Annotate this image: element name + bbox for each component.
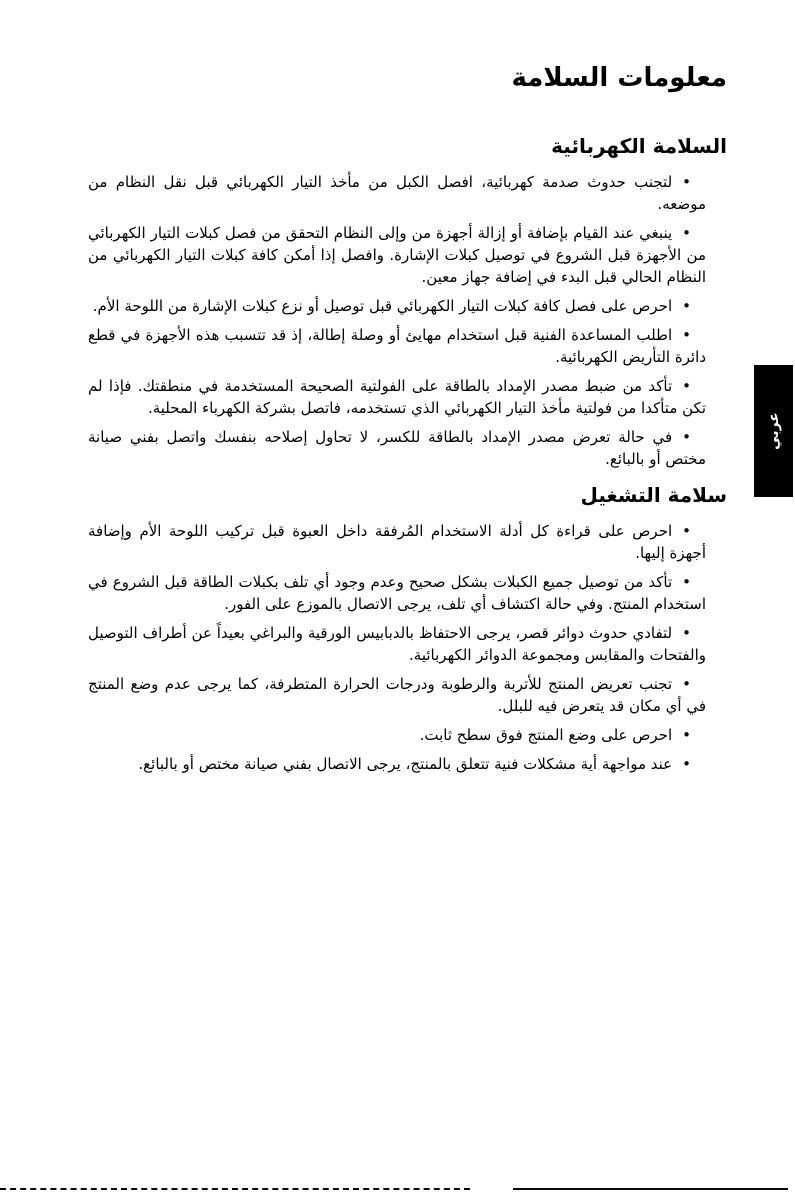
operation-safety-bullet-list xyxy=(88,520,706,775)
list-item: • لتجنب حدوث صدمة كهربائية، افصل الكبل من مأخذ التيار الكهربائي قبل نقل النظام من موضعه. xyxy=(88,171,706,215)
section-operation-safety xyxy=(88,482,727,782)
footer-rule-solid-segment xyxy=(513,1188,788,1190)
list-item: • تأكد من ضبط مصدر الإمداد بالطاقة على الفولتية الصحيحة المستخدمة في منطقتك. فإذا لم تكن متأكدا من فولتية مأخذ التيار الكهربائي الذي تستخدمه، فاتصل بشركة الكهرباء المحلية. xyxy=(88,375,706,419)
list-item: • ينبغي عند القيام بإضافة أو إزالة أجهزة من وإلى النظام التحقق من فصل كبلات التيار الكهربائي من الأجهزة قبل الشروع في توصيل كبلات الإشارة. وافصل إذا أمكن كافة كبلات التيار الكهربائي من النظام الحالي قبل البدء في إضافة جهاز معين. xyxy=(88,222,706,288)
list-item: • تأكد من توصيل جميع الكبلات بشكل صحيح وعدم وجود أي تلف بكبلات الطاقة قبل الشروع في استخدام المنتج. وفي حالة اكتشاف أي تلف، يرجى الاتصال بالموزع على الفور. xyxy=(88,571,706,615)
list-item: • اطلب المساعدة الفنية قبل استخدام مهايئ أو وصلة إطالة، إذ قد تتسبب هذه الأجهزة في قطع دائرة التأريض الكهربائية. xyxy=(88,324,706,368)
list-item: • في حالة تعرض مصدر الإمداد بالطاقة للكسر، لا تحاول إصلاحه بنفسك واتصل بفني صيانة مختص أو بالبائع. xyxy=(88,426,706,470)
list-item: • احرص على وضع المنتج فوق سطح ثابت. xyxy=(88,724,706,746)
list-item: • لتفادي حدوث دوائر قصر، يرجى الاحتفاظ بالدبابيس الورقية والبراغي بعيداً عن أطراف التوصيل والفتحات والمقابس ومجموعة الدوائر الكهربائية. xyxy=(88,622,706,666)
list-item: • تجنب تعريض المنتج للأتربة والرطوبة ودرجات الحرارة المتطرفة، كما يرجى عدم وضع المنتج في أي مكان قد يتعرض فيه للبلل. xyxy=(88,673,706,717)
language-side-tab-label: عربي xyxy=(765,412,782,450)
footer-rule-dashed-segment xyxy=(0,1188,470,1190)
list-item: • عند مواجهة أية مشكلات فنية تتعلق بالمنتج، يرجى الاتصال بفني صيانة مختص أو بالبائع. xyxy=(88,753,706,775)
electrical-safety-bullet-list xyxy=(88,171,706,470)
section-heading-electrical-safety: السلامة الكهربائية xyxy=(551,134,727,158)
section-electrical-safety xyxy=(88,133,727,477)
page-title: معلومات السلامة xyxy=(511,63,727,93)
list-item: • احرص على قراءة كل أدلة الاستخدام المُرفقة داخل العبوة قبل تركيب اللوحة الأم وإضافة أجهزة إليها. xyxy=(88,520,706,564)
language-side-tab xyxy=(754,365,793,497)
footer-rule xyxy=(0,1188,795,1191)
section-heading-operation-safety: سلامة التشغيل xyxy=(580,483,727,507)
list-item: • احرص على فصل كافة كبلات التيار الكهربائي قبل توصيل أو نزع كبلات الإشارة من اللوحة الأم. xyxy=(88,295,706,317)
